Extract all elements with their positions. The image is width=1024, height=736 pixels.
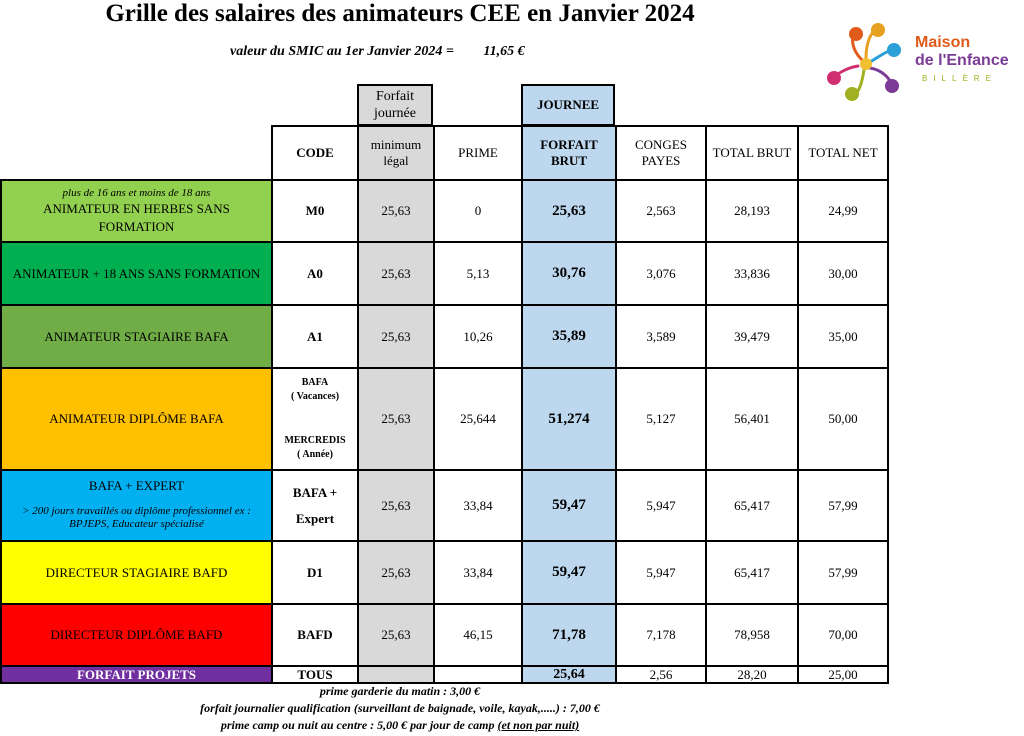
header-total-net: TOTAL NET [798, 126, 888, 180]
total-brut-cell: 56,401 [706, 368, 798, 470]
category-cell: ANIMATEUR DIPLÔME BAFA [1, 368, 272, 470]
code-line1: BAFA + [292, 484, 338, 500]
code-cell: TOUS [272, 666, 358, 683]
conges-cell: 7,178 [616, 604, 706, 666]
logo-line1: Maison [915, 34, 971, 51]
table-header-row [1, 126, 888, 180]
total-net-cell: 24,99 [798, 180, 888, 242]
table-row [1, 180, 888, 242]
header-journee: JOURNEE [521, 84, 615, 126]
table-row [1, 470, 888, 541]
prime-cell: 25,644 [434, 368, 522, 470]
minimum-cell: 25,63 [358, 604, 434, 666]
header-minimum: minimum légal [358, 126, 434, 180]
forfait-brut-cell: 35,89 [522, 305, 616, 368]
total-net-cell: 25,00 [798, 666, 888, 683]
total-brut-cell: 28,20 [706, 666, 798, 683]
prime-cell [434, 666, 522, 683]
conges-cell: 5,947 [616, 470, 706, 541]
code-cell: A1 [272, 305, 358, 368]
salary-table [0, 125, 889, 684]
minimum-cell: 25,63 [358, 470, 434, 541]
header-blank [1, 126, 272, 180]
code-top-sub: ( Vacances) [290, 391, 340, 402]
footer-line2: forfait journalier qualification (surveillant de baignade, voile, kayak,.....) : 7,00 € [200, 701, 600, 715]
logo-line2: de l'Enfance [915, 52, 1009, 69]
total-brut-cell: 39,479 [706, 305, 798, 368]
total-net-cell: 57,99 [798, 541, 888, 604]
category-cell: FORFAIT PROJETS [1, 666, 272, 683]
footer-notes [120, 683, 680, 734]
header-total-brut: TOTAL BRUT [706, 126, 798, 180]
code-spacer [273, 404, 357, 434]
category-cell: ANIMATEUR STAGIAIRE BAFA [1, 305, 272, 368]
forfait-brut-cell: 25,63 [522, 180, 616, 242]
forfait-brut-cell: 30,76 [522, 242, 616, 305]
total-net-cell: 57,99 [798, 470, 888, 541]
minimum-cell: 25,63 [358, 368, 434, 470]
table-row [1, 541, 888, 604]
prime-cell: 10,26 [434, 305, 522, 368]
category-label: ANIMATEUR EN HERBES SANS FORMATION [43, 200, 230, 234]
total-brut-cell: 28,193 [706, 180, 798, 242]
total-brut-cell: 33,836 [706, 242, 798, 305]
category-cell [1, 180, 272, 242]
table-row [1, 305, 888, 368]
logo-line3: BILLÈRE [922, 74, 997, 83]
hands-logo-icon [822, 20, 912, 104]
smic-line [230, 44, 650, 60]
code-cell: M0 [272, 180, 358, 242]
code-top: BAFA [301, 377, 329, 388]
total-brut-cell: 65,417 [706, 470, 798, 541]
conges-cell: 3,589 [616, 305, 706, 368]
conges-cell: 3,076 [616, 242, 706, 305]
total-net-cell: 30,00 [798, 242, 888, 305]
minimum-cell: 25,63 [358, 180, 434, 242]
table-row [1, 604, 888, 666]
forfait-brut-cell: 71,78 [522, 604, 616, 666]
footer-line3 [120, 717, 680, 734]
forfait-brut-cell: 51,274 [522, 368, 616, 470]
forfait-brut-cell: 25,64 [522, 666, 616, 683]
header-code: CODE [272, 126, 358, 180]
prime-cell: 33,84 [434, 470, 522, 541]
category-note: > 200 jours travaillés ou diplôme professionnel ex : BPJEPS, Educateur spécialisé [22, 505, 251, 530]
prime-cell: 0 [434, 180, 522, 242]
total-net-cell: 35,00 [798, 305, 888, 368]
code-cell: A0 [272, 242, 358, 305]
total-brut-cell: 65,417 [706, 541, 798, 604]
total-brut-cell: 78,958 [706, 604, 798, 666]
footer-line3-underlined: (et non par nuit) [497, 718, 580, 732]
forfait-brut-cell: 59,47 [522, 541, 616, 604]
header-forfait-brut: FORFAIT BRUT [522, 126, 616, 180]
code-cell: D1 [272, 541, 358, 604]
smic-value: 11,65 € [483, 44, 525, 59]
footer-line3-text: prime camp ou nuit au centre : 5,00 € par jour de camp [220, 718, 498, 732]
prime-cell: 46,15 [434, 604, 522, 666]
category-cell: ANIMATEUR + 18 ANS SANS FORMATION [1, 242, 272, 305]
header-prime: PRIME [434, 126, 522, 180]
conges-cell: 5,127 [616, 368, 706, 470]
table-row [1, 368, 888, 470]
category-cell: DIRECTEUR DIPLÔME BAFD [1, 604, 272, 666]
total-net-cell: 70,00 [798, 604, 888, 666]
category-cell [1, 470, 272, 541]
category-cell: DIRECTEUR STAGIAIRE BAFD [1, 541, 272, 604]
conges-cell: 2,563 [616, 180, 706, 242]
code-cell [272, 470, 358, 541]
maison-enfance-logo [822, 20, 1022, 104]
table-row [1, 242, 888, 305]
page-title: Grille des salaires des animateurs CEE en Janvier 2024 [105, 0, 695, 27]
minimum-cell: 25,63 [358, 242, 434, 305]
forfait-brut-cell: 59,47 [522, 470, 616, 541]
conges-cell: 2,56 [616, 666, 706, 683]
minimum-cell: 25,63 [358, 305, 434, 368]
header-forfait-journee: Forfait journée [357, 84, 433, 126]
minimum-cell [358, 666, 434, 683]
prime-cell: 5,13 [434, 242, 522, 305]
code-cell: BAFD [272, 604, 358, 666]
smic-label: valeur du SMIC au 1er Janvier 2024 = [230, 44, 454, 59]
prime-cell: 33,84 [434, 541, 522, 604]
conges-cell: 5,947 [616, 541, 706, 604]
table-row [1, 666, 888, 683]
minimum-cell: 25,63 [358, 541, 434, 604]
header-conges: CONGES PAYES [616, 126, 706, 180]
category-label: BAFA + EXPERT [88, 478, 185, 493]
code-cell [272, 368, 358, 470]
code-line2: Expert [295, 510, 335, 526]
code-bottom: MERCREDIS [284, 435, 346, 446]
footer-line1: prime garderie du matin : 3,00 € [319, 684, 481, 698]
code-bottom-sub: ( Année) [297, 449, 333, 460]
total-net-cell: 50,00 [798, 368, 888, 470]
category-note: plus de 16 ans et moins de 18 ans [62, 186, 211, 199]
